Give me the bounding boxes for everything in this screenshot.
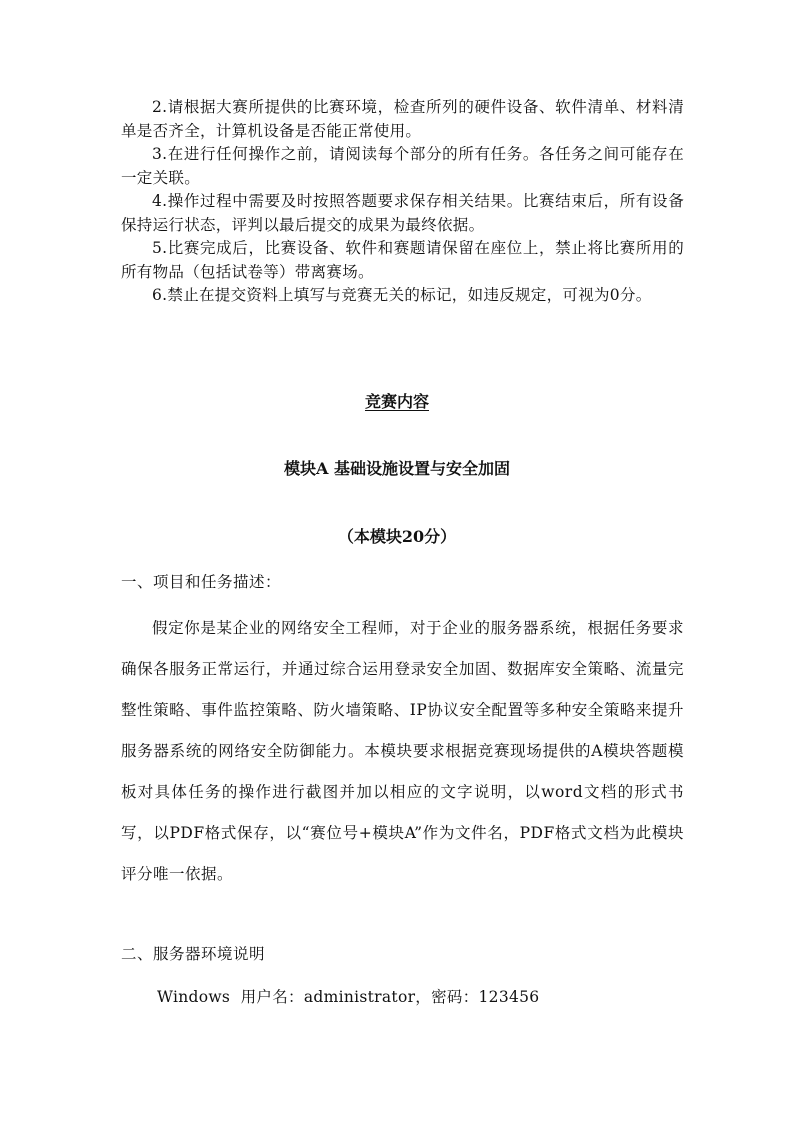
contest-content-title <box>0 389 794 412</box>
instruction-item-6: 6.禁止在提交资料上填写与竞赛无关的标记，如违反规定，可视为0分。 <box>152 286 652 304</box>
module-score: （本模块20分） <box>337 527 457 546</box>
contest-content-title-text: 竞赛内容 <box>364 392 429 411</box>
section-heading-project-description: 一、项目和任务描述： <box>121 573 282 591</box>
instruction-item-5: 5.比赛完成后，比赛设备、软件和赛题请保留在座位上，禁止将比赛所用的所有物品（包括试卷等）带离赛场。 <box>121 239 684 281</box>
instruction-item-3: 3.在进行任何操作之前，请阅读每个部分的所有任务。各任务之间可能存在一定关联。 <box>121 145 684 187</box>
instruction-item-4: 4.操作过程中需要及时按照答题要求保存相关结果。比赛结束后，所有设备保持运行状态，评判以最后提交的成果为最终依据。 <box>121 192 684 234</box>
project-description-paragraph: 假定你是某企业的网络安全工程师，对于企业的服务器系统，根据任务要求确保各服务正常运行，并通过综合运用登录安全加固、数据库安全策略、流量完整性策略、事件监控策略、防火墙策略、IP协议安全配置等多种安全策略来提升服务器系统的网络安全防御能力。本模块要求根据竞赛现场提供的A模块答题模板对具体任务的操作进行截图并加以相应的文字说明，以word文档的形式书写，以PDF格式保存，以“赛位号+模块A”作为文件名，PDF格式文档为此模块评分唯一依据。 <box>121 619 684 883</box>
instruction-item-2: 2.请根据大赛所提供的比赛环境，检查所列的硬件设备、软件清单、材料清单是否齐全，计算机设备是否能正常使用。 <box>121 98 684 140</box>
server-credentials: Windows 用户名：administrator，密码：123456 <box>157 988 540 1006</box>
section-heading-server-environment: 二、服务器环境说明 <box>121 945 266 963</box>
instructions-list <box>121 96 684 308</box>
module-title: 模块A 基础设施设置与安全加固 <box>284 459 510 478</box>
